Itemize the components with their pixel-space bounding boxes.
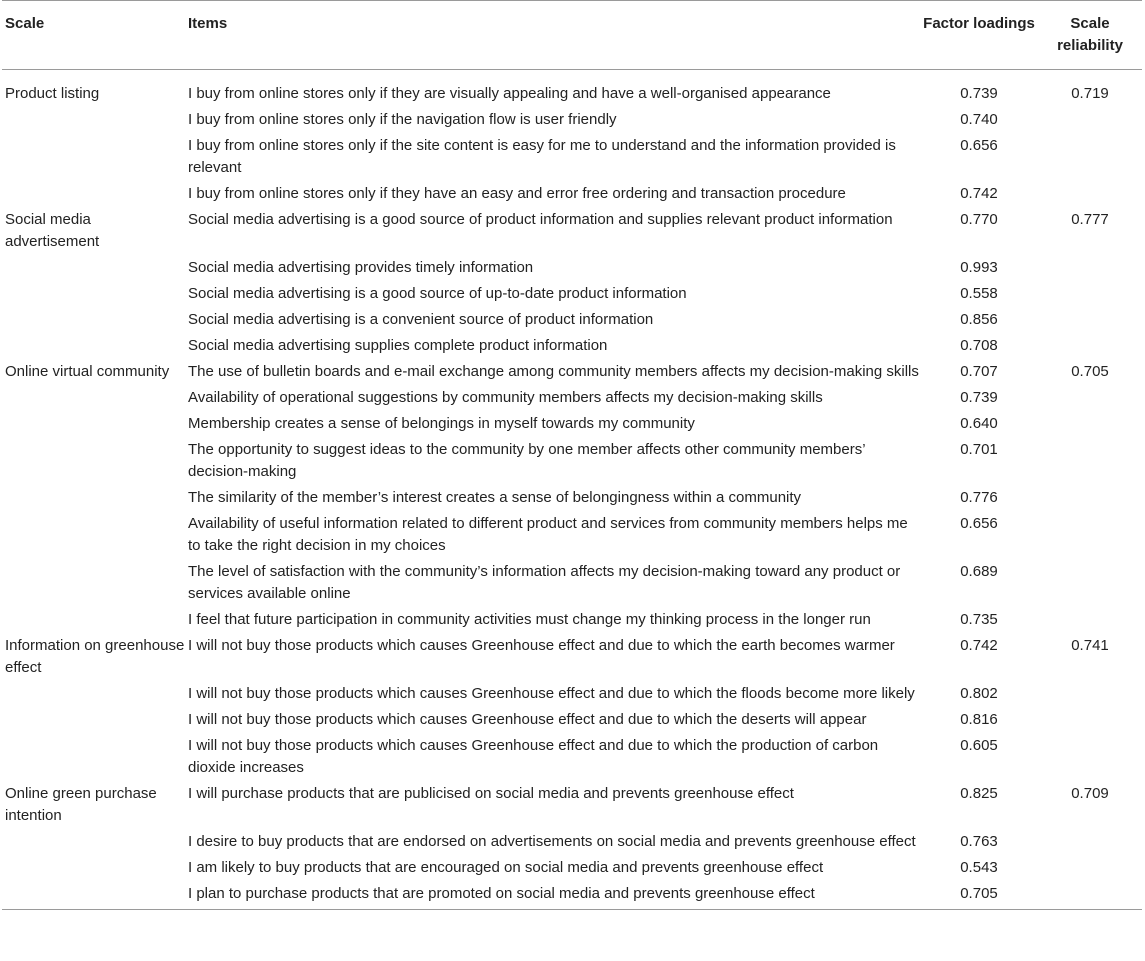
- scale-cell: [2, 881, 185, 910]
- item-cell: Social media advertising is a good source of up-to-date product information: [188, 285, 687, 302]
- scale-cell: [2, 333, 185, 359]
- header-row: [2, 1, 1142, 70]
- scale-reliability-cell: [1038, 681, 1142, 707]
- scale-cell: [2, 829, 185, 855]
- scale-cell: [2, 511, 185, 559]
- scale-reliability-cell: [1038, 181, 1142, 207]
- factor-loading-cell: 0.558: [960, 285, 998, 302]
- scale-reliability-cell: [1038, 511, 1142, 559]
- scale-cell: Online green purchase intention: [5, 785, 157, 824]
- table-row: [2, 881, 1142, 910]
- item-cell: I will not buy those products which causes Greenhouse effect and due to which the deserts will appear: [188, 711, 867, 728]
- table-row: [2, 333, 1142, 359]
- scale-cell: [2, 559, 185, 607]
- scale-reliability-cell: [1038, 133, 1142, 181]
- table-row: [2, 307, 1142, 333]
- scale-cell: [2, 307, 185, 333]
- table-body: [2, 70, 1142, 910]
- table-row: [2, 485, 1142, 511]
- scale-cell: [2, 607, 185, 633]
- scale-cell: Product listing: [5, 85, 100, 102]
- factor-loading-cell: 0.802: [960, 685, 998, 702]
- scale-reliability-cell: [1038, 881, 1142, 910]
- scale-reliability-cell: [1038, 307, 1142, 333]
- item-cell: The use of bulletin boards and e-mail exchange among community members affects my decision-making skills: [188, 363, 919, 380]
- scale-reliability-cell: [1038, 559, 1142, 607]
- item-cell: The opportunity to suggest ideas to the community by one member affects other community members’ decision-making: [188, 441, 865, 480]
- table-row: [2, 511, 1142, 559]
- factor-loading-cell: 0.816: [960, 711, 998, 728]
- scale-cell: [2, 411, 185, 437]
- scale-cell: Social media advertisement: [5, 211, 100, 250]
- table-row: [2, 70, 1142, 108]
- table-row: [2, 255, 1142, 281]
- item-cell: Social media advertising provides timely information: [188, 259, 534, 276]
- table-row: [2, 829, 1142, 855]
- table-row: [2, 181, 1142, 207]
- table-row: [2, 437, 1142, 485]
- item-cell: I plan to purchase products that are promoted on social media and prevents greenhouse effect: [185, 881, 920, 910]
- scale-reliability-cell: [1038, 707, 1142, 733]
- table-row: [2, 733, 1142, 781]
- header-scale: Scale: [2, 1, 185, 70]
- scale-cell: [2, 733, 185, 781]
- scale-reliability-cell: [1038, 733, 1142, 781]
- factor-loading-cell: 0.825: [960, 785, 998, 802]
- factor-loading-cell: 0.742: [960, 637, 998, 654]
- scale-reliability-cell: [1038, 437, 1142, 485]
- scale-reliability-cell: [1038, 411, 1142, 437]
- factor-loading-cell: 0.739: [960, 389, 998, 406]
- factor-loading-cell: 0.856: [960, 311, 998, 328]
- item-cell: I will not buy those products which causes Greenhouse effect and due to which the production of carbon dioxide increases: [188, 737, 879, 776]
- item-cell: I will purchase products that are publicised on social media and prevents greenhouse effect: [188, 785, 794, 802]
- item-cell: The similarity of the member’s interest creates a sense of belongingness within a community: [188, 489, 802, 506]
- factor-loading-cell: 0.705: [920, 881, 1038, 910]
- factor-loading-cell: 0.770: [960, 211, 998, 228]
- scale-reliability-cell: 0.705: [1071, 363, 1109, 380]
- item-cell: Availability of operational suggestions by community members affects my decision-making skills: [188, 389, 823, 406]
- factor-loading-cell: 0.735: [960, 611, 998, 628]
- item-cell: Social media advertising supplies complete product information: [188, 337, 608, 354]
- scale-cell: [2, 437, 185, 485]
- scale-reliability-cell: [1038, 607, 1142, 633]
- scale-reliability-cell: [1038, 485, 1142, 511]
- table-row: [2, 207, 1142, 255]
- item-cell: Social media advertising is a good source of product information and supplies relevant product information: [188, 211, 893, 228]
- scale-reliability-cell: [1038, 281, 1142, 307]
- item-cell: I will not buy those products which causes Greenhouse effect and due to which the floods become more likely: [188, 685, 915, 702]
- header-items: Items: [185, 1, 920, 70]
- header-scale-reliability: Scale reliability: [1038, 1, 1142, 70]
- scale-cell: [2, 485, 185, 511]
- factor-loading-cell: 0.993: [960, 259, 998, 276]
- factor-loading-cell: 0.776: [960, 489, 998, 506]
- table-header: [2, 1, 1142, 70]
- scale-reliability-cell: 0.741: [1071, 637, 1109, 654]
- item-cell: Membership creates a sense of belongings in myself towards my community: [188, 415, 695, 432]
- factor-loadings-table: [2, 0, 1142, 910]
- table-row: [2, 781, 1142, 829]
- item-cell: Availability of useful information related to different product and services from community members helps me to take the right decision in my choices: [188, 515, 908, 554]
- item-cell: I desire to buy products that are endorsed on advertisements on social media and prevents greenhouse effect: [188, 833, 916, 850]
- scale-reliability-cell: [1038, 855, 1142, 881]
- factor-loading-cell: 0.742: [960, 185, 998, 202]
- table-row: [2, 707, 1142, 733]
- header-factor-loadings: Factor loadings: [920, 1, 1038, 70]
- table-row: [2, 281, 1142, 307]
- scale-cell: [2, 855, 185, 881]
- scale-reliability-cell: [1038, 107, 1142, 133]
- factor-loading-cell: 0.740: [960, 111, 998, 128]
- item-cell: I buy from online stores only if the site content is easy for me to understand and the information provided is relevant: [188, 137, 896, 176]
- table-row: [2, 385, 1142, 411]
- factor-loading-cell: 0.739: [960, 85, 998, 102]
- scale-cell: [2, 281, 185, 307]
- scale-cell: Online virtual community: [5, 363, 170, 380]
- scale-cell: [2, 133, 185, 181]
- table-row: [2, 411, 1142, 437]
- item-cell: The level of satisfaction with the community’s information affects my decision-making toward any product or services available online: [188, 563, 901, 602]
- item-cell: I buy from online stores only if the navigation flow is user friendly: [188, 111, 617, 128]
- factor-loading-cell: 0.640: [960, 415, 998, 432]
- item-cell: I buy from online stores only if they are visually appealing and have a well-organised appearance: [188, 85, 831, 102]
- scale-reliability-cell: [1038, 385, 1142, 411]
- table-row: [2, 107, 1142, 133]
- factor-loading-cell: 0.656: [960, 137, 998, 154]
- scale-cell: [2, 255, 185, 281]
- table-row: [2, 681, 1142, 707]
- factor-loading-cell: 0.763: [960, 833, 998, 850]
- scale-reliability-cell: 0.719: [1071, 85, 1109, 102]
- item-cell: Social media advertising is a convenient source of product information: [188, 311, 654, 328]
- scale-reliability-cell: 0.777: [1071, 211, 1109, 228]
- scale-reliability-cell: 0.709: [1071, 785, 1109, 802]
- table-row: [2, 633, 1142, 681]
- scale-reliability-cell: [1038, 829, 1142, 855]
- table-row: [2, 855, 1142, 881]
- scale-cell: [2, 707, 185, 733]
- factor-loading-cell: 0.689: [960, 563, 998, 580]
- factor-loading-cell: 0.605: [960, 737, 998, 754]
- table-row: [2, 559, 1142, 607]
- item-cell: I will not buy those products which causes Greenhouse effect and due to which the earth becomes warmer: [188, 637, 895, 654]
- scale-reliability-cell: [1038, 333, 1142, 359]
- factor-loading-cell: 0.707: [960, 363, 998, 380]
- item-cell: I am likely to buy products that are encouraged on social media and prevents greenhouse effect: [188, 859, 824, 876]
- factor-loading-cell: 0.701: [960, 441, 998, 458]
- factor-loading-cell: 0.708: [960, 337, 998, 354]
- factor-loading-cell: 0.656: [960, 515, 998, 532]
- factor-loading-cell: 0.543: [960, 859, 998, 876]
- scale-cell: [2, 181, 185, 207]
- scale-cell: [2, 681, 185, 707]
- item-cell: I buy from online stores only if they have an easy and error free ordering and transaction procedure: [188, 185, 846, 202]
- scale-cell: [2, 385, 185, 411]
- table-row: [2, 359, 1142, 385]
- item-cell: I feel that future participation in community activities must change my thinking process in the longer run: [188, 611, 871, 628]
- scale-cell: Information on greenhouse effect: [5, 637, 185, 676]
- scale-cell: [2, 107, 185, 133]
- table-row: [2, 133, 1142, 181]
- table-row: [2, 607, 1142, 633]
- scale-reliability-cell: [1038, 255, 1142, 281]
